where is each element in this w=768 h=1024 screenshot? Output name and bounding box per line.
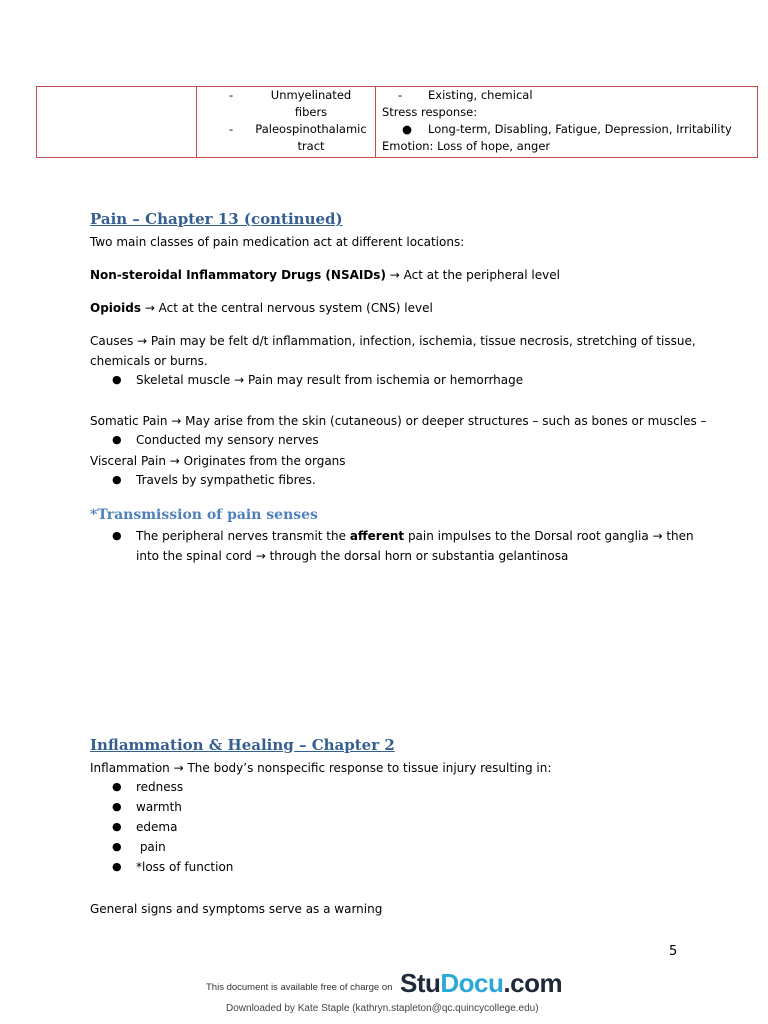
list-item: ● warmth [112,797,233,817]
bullet-icon: ● [112,473,122,486]
list-item: ● redness [112,777,233,797]
continuation-table [36,86,758,158]
availability-text: This document is available free of charge on [206,982,393,993]
inflammation-intro: Inflammation → The body’s nonspecific response to tissue injury resulting in: [90,761,552,775]
list-item: ● pain [112,837,233,857]
list-item: - Existing, chemical [398,88,533,102]
visceral-line: Visceral Pain → Originates from the organs [90,454,346,468]
list-item: ● The peripheral nerves transmit the afferent pain impulses to the Dorsal root ganglia → then [112,526,694,546]
visceral-list [112,470,316,490]
bullet-icon: ● [112,529,122,542]
list-item: ● *loss of function [112,857,233,877]
list-item: - Unmyelinated fibers [229,88,352,119]
somatic-list [112,430,319,450]
studocu-logo[interactable]: StuDocu.com [400,968,563,998]
inflammation-signs-list [112,777,233,877]
section-heading-transmission: *Transmission of pain senses [90,507,318,523]
bullet-icon: ● [402,122,413,136]
intro-text: Two main classes of pain medication act at different locations: [90,235,465,249]
emotion-line: Emotion: Loss of hope, anger [382,139,551,153]
closing-text: General signs and symptoms serve as a warning [90,902,383,916]
list-item: ● edema [112,817,233,837]
bullet-icon: ● [112,800,122,813]
table-cell-responses [376,87,758,158]
section-heading-pain: Pain – Chapter 13 (continued) [90,210,343,228]
list-item: - Paleospinothalamic tract [229,122,367,153]
stress-response-label: Stress response: [382,105,478,119]
somatic-line: Somatic Pain → May arise from the skin (cutaneous) or deeper structures – such as bones or muscles – [90,414,707,428]
table-cell-fibers [197,87,376,158]
section-heading-inflammation: Inflammation & Healing – Chapter 2 [90,736,395,754]
page-number: 5 [669,944,678,959]
bullet-icon: ● [112,433,122,446]
bullet-icon: ● [112,373,122,386]
bullet-icon: ● [112,860,122,873]
opioids-line: Opioids → Act at the central nervous system (CNS) level [90,301,433,315]
download-notice: Downloaded by Kate Staple (kathryn.stapleton@qc.quincycollege.edu) [226,1003,539,1014]
bullet-icon: ● [112,840,122,853]
list-item-continuation: into the spinal cord → through the dorsal horn or substantia gelantinosa [136,549,569,563]
transmission-list [112,526,694,566]
bullet-icon: ● [112,820,122,833]
bullet-icon: ● [112,780,122,793]
nsaids-line: Non-steroidal Inflammatory Drugs (NSAIDs) → Act at the peripheral level [90,268,560,282]
list-item: ● Skeletal muscle → Pain may result from ischemia or hemorrhage [112,370,523,390]
causes-line-2: chemicals or burns. [90,354,208,368]
table-cell-empty [37,87,197,158]
list-item: ● Travels by sympathetic fibres. [112,470,316,490]
causes-list [112,370,523,390]
causes-line-1: Causes → Pain may be felt d/t inflammation, infection, ischemia, tissue necrosis, stretching of tissue, [90,334,696,348]
list-item: ● Long-term, Disabling, Fatigue, Depression, Irritability [402,122,732,136]
list-item: ● Conducted my sensory nerves [112,430,319,450]
